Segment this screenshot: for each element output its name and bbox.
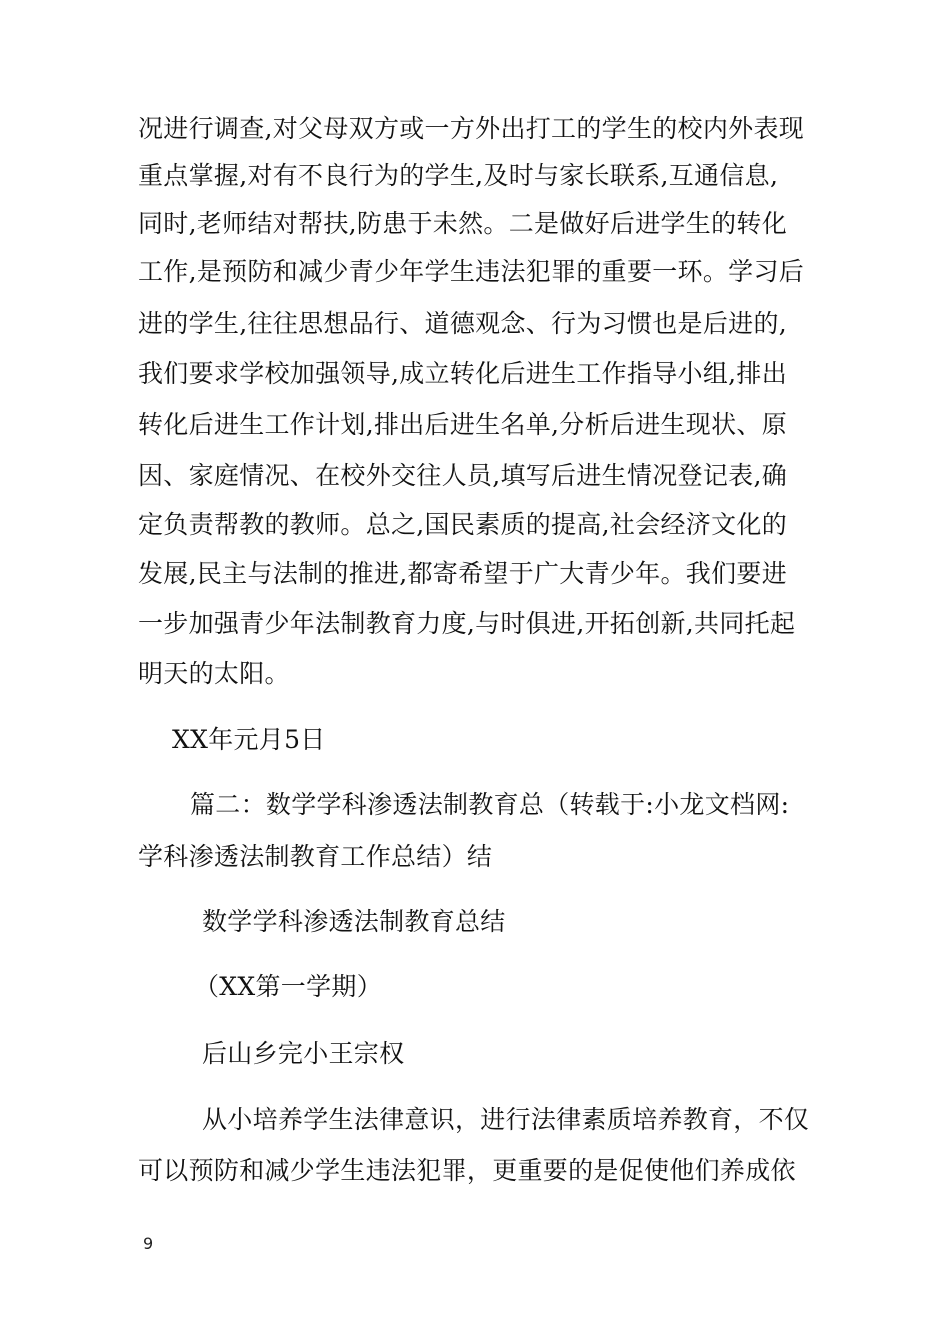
date-line: XX年元月5日	[172, 725, 326, 754]
article-title: 数学学科渗透法制教育总结	[202, 907, 506, 936]
page-number: 9	[143, 1234, 154, 1253]
body-text-line: 因、家庭情况、在校外交往人员,填写后进生情况登记表,确	[138, 461, 787, 490]
body-text-line: 发展,民主与法制的推进,都寄希望于广大青少年。我们要进	[138, 559, 787, 588]
body-text-line: 进的学生,往往思想品行、道德观念、行为习惯也是后进的,	[138, 309, 787, 338]
section-heading-line: 学科渗透法制教育工作总结）结	[138, 842, 493, 871]
body-text-line: 况进行调查,对父母双方或一方外出打工的学生的校内外表现	[138, 114, 805, 143]
body-text-line: 明天的太阳。	[138, 659, 290, 688]
body-text-line: 可以预防和减少学生违法犯罪，更重要的是促使他们养成依	[138, 1156, 796, 1185]
body-text-line: 重点掌握,对有不良行为的学生,及时与家长联系,互通信息,	[138, 161, 779, 190]
body-text-line: 同时,老师结对帮扶,防患于未然。二是做好后进学生的转化	[138, 209, 787, 238]
body-text-line: 转化后进生工作计划,排出后进生名单,分析后进生现状、原	[138, 410, 787, 439]
section-heading-line: 篇二：数学学科渗透法制教育总（转载于:小龙文档网:	[190, 790, 790, 819]
body-text-line: 工作,是预防和减少青少年学生违法犯罪的重要一环。学习后	[138, 257, 805, 286]
body-text-line: 我们要求学校加强领导,成立转化后进生工作指导小组,排出	[138, 359, 787, 388]
semester-line: （XX第一学期）	[194, 972, 382, 1001]
body-text-line: 一步加强青少年法制教育力度,与时俱进,开拓创新,共同托起	[138, 609, 796, 638]
body-text-line: 从小培养学生法律意识，进行法律素质培养教育，不仅	[202, 1105, 810, 1134]
author-line: 后山乡完小王宗权	[202, 1039, 405, 1068]
body-text-line: 定负责帮教的教师。总之,国民素质的提高,社会经济文化的	[138, 510, 787, 539]
